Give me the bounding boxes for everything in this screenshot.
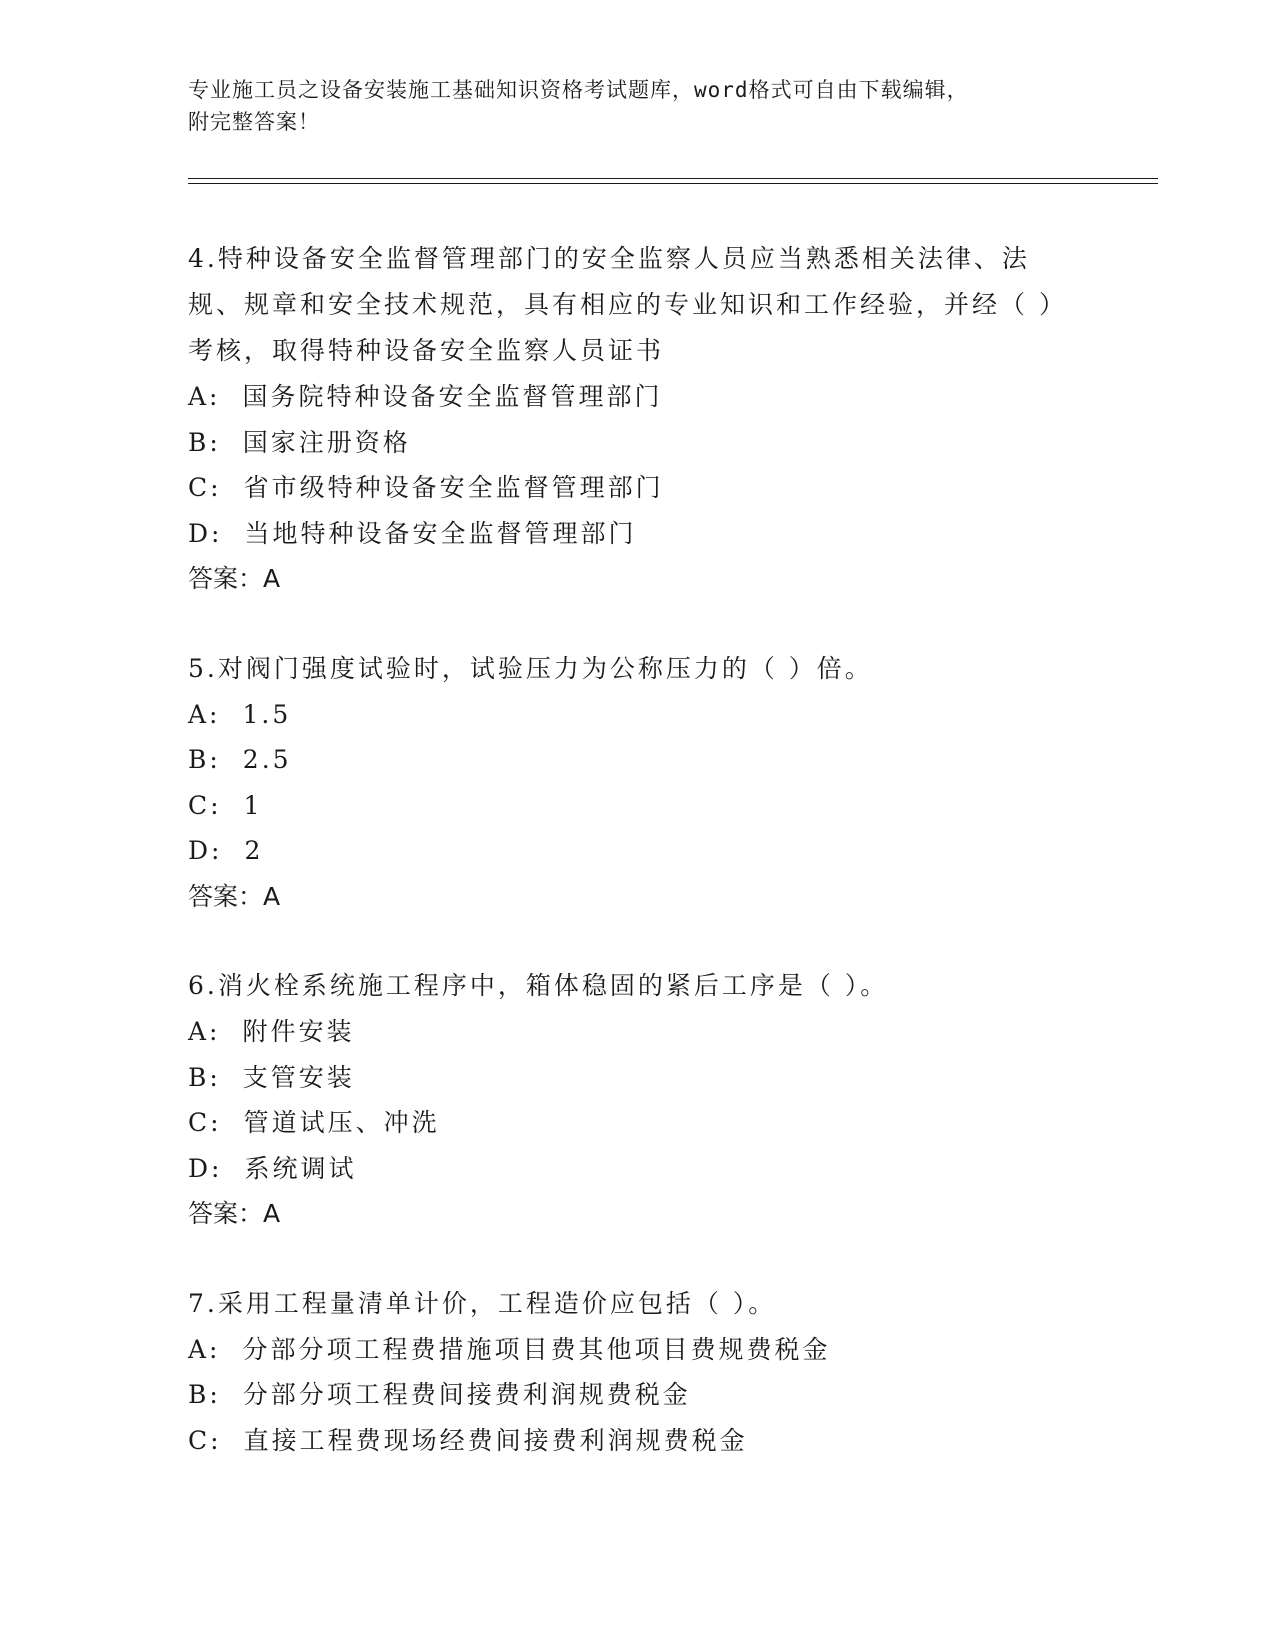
option-text: 管道试压、冲洗 <box>243 1108 440 1137</box>
header-line-1: 专业施工员之设备安装施工基础知识资格考试题库，word格式可自由下载编辑， <box>188 78 969 102</box>
option-letter: D: <box>188 836 223 865</box>
answer-line: 答案：A <box>188 881 281 911</box>
option-letter: B: <box>188 1380 221 1409</box>
option-letter: C: <box>188 1425 222 1455</box>
option-text: 支管安装 <box>242 1062 355 1092</box>
question-text: 4.特种设备安全监督管理部门的安全监察人员应当熟悉相关法律、法规、规章和安全技术规范，具有相应的专业知识和工作经验，并经（ ）考核，取得特种设备安全监察人员证书 <box>188 244 1067 365</box>
option-letter: D: <box>188 1153 223 1183</box>
option-b <box>188 420 1068 466</box>
option-text: 2 <box>244 836 264 865</box>
question-list <box>188 236 1068 1463</box>
document-header <box>188 74 1068 138</box>
option-letter: A: <box>188 1017 221 1046</box>
header-line-2: 附完整答案！ <box>188 110 320 134</box>
option-text: 2.5 <box>242 745 292 774</box>
option-c <box>188 1418 1068 1464</box>
option-d <box>188 1146 1068 1192</box>
option-b <box>188 1055 1068 1101</box>
header-rule-bottom <box>188 183 1158 184</box>
answer-line: 答案：A <box>188 564 281 593</box>
option-letter: C: <box>188 473 222 502</box>
question-6 <box>188 963 1068 1237</box>
option-a <box>188 1009 1068 1055</box>
option-letter: D: <box>188 518 223 548</box>
option-a <box>188 1327 1068 1373</box>
option-c <box>188 783 1068 829</box>
option-text: 1 <box>243 790 263 820</box>
option-d <box>188 511 1068 557</box>
option-text: 系统调试 <box>244 1153 357 1183</box>
answer-line: 答案：A <box>188 1199 281 1228</box>
question-7 <box>188 1281 1068 1464</box>
question-4 <box>188 236 1068 602</box>
option-c <box>188 465 1068 511</box>
option-text: 1.5 <box>242 699 292 729</box>
option-letter: B: <box>188 1062 221 1092</box>
option-text: 国家注册资格 <box>242 427 411 457</box>
option-b <box>188 1372 1068 1418</box>
option-letter: C: <box>188 790 222 820</box>
option-d <box>188 828 1068 874</box>
option-a <box>188 692 1068 738</box>
option-b <box>188 737 1068 783</box>
option-a <box>188 374 1068 420</box>
option-text: 国务院特种设备安全监督管理部门 <box>242 382 663 411</box>
option-text: 分部分项工程费间接费利润规费税金 <box>242 1380 691 1409</box>
option-letter: A: <box>188 1334 221 1364</box>
question-text: 5.对阀门强度试验时，试验压力为公称压力的（ ）倍。 <box>188 653 873 683</box>
option-letter: C: <box>188 1108 222 1137</box>
question-text: 7.采用工程量清单计价，工程造价应包括（ ）。 <box>188 1288 777 1318</box>
option-c <box>188 1100 1068 1146</box>
option-letter: A: <box>188 382 221 411</box>
option-letter: B: <box>188 745 221 774</box>
option-text: 附件安装 <box>242 1017 355 1046</box>
question-5 <box>188 646 1068 920</box>
header-rule-top <box>188 178 1158 179</box>
option-text: 直接工程费现场经费间接费利润规费税金 <box>243 1425 748 1455</box>
option-text: 当地特种设备安全监督管理部门 <box>244 518 637 548</box>
question-text: 6.消火栓系统施工程序中，箱体稳固的紧后工序是（ ）。 <box>188 971 889 1000</box>
option-letter: B: <box>188 427 221 457</box>
option-text: 分部分项工程费措施项目费其他项目费规费税金 <box>242 1334 831 1364</box>
option-text: 省市级特种设备安全监督管理部门 <box>243 473 664 502</box>
option-letter: A: <box>188 699 221 729</box>
